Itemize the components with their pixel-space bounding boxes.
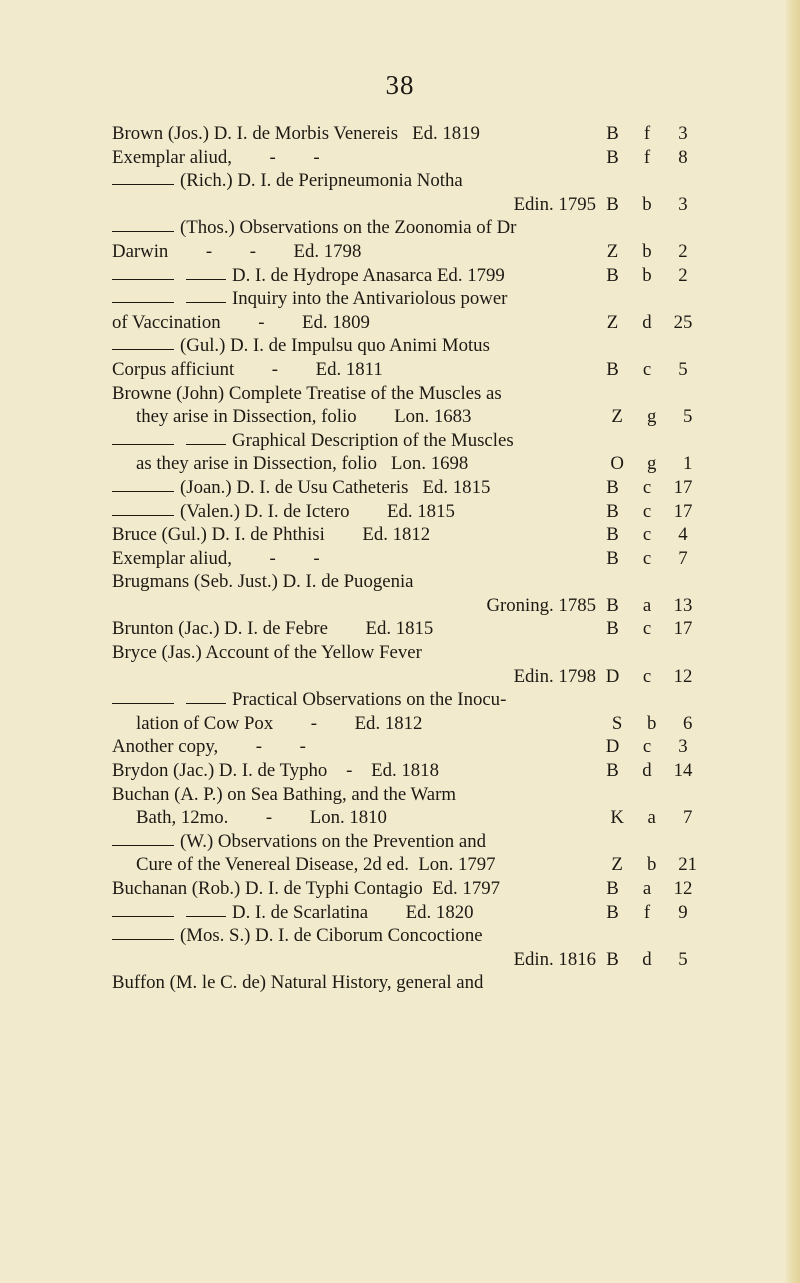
catalogue-entry [112, 193, 712, 217]
location-shelf: a [642, 594, 652, 616]
ditto-dash [112, 845, 174, 846]
location-case: D [605, 736, 620, 758]
shelf-location [601, 806, 712, 830]
catalogue-entry [112, 452, 712, 476]
entry-text-block [112, 924, 596, 948]
page-number: 38 [385, 70, 415, 100]
entry-text-block [112, 948, 596, 972]
page-edge [786, 0, 800, 1283]
location-shelf: d [642, 760, 652, 782]
entry-text-block [112, 877, 596, 901]
location-num: 21 [678, 854, 698, 876]
ditto-dash [112, 184, 174, 185]
location-case: B [606, 476, 619, 498]
catalogue-entry [112, 971, 712, 995]
location-shelf: c [642, 476, 652, 498]
catalogue-list [112, 122, 712, 995]
entry-text: Buffon (M. le C. de) Natural History, general and [112, 972, 484, 994]
location-case: O [610, 453, 624, 475]
catalogue-entry [112, 830, 712, 854]
catalogue-entry [112, 641, 712, 665]
location-shelf: c [642, 665, 652, 687]
location-case: B [606, 123, 619, 144]
entry-text: D. I. de Hydrope Anasarca Ed. 1799 [232, 264, 505, 286]
entry-text: (Gul.) D. I. de Impulsu quo Animi Motus [180, 335, 490, 357]
ditto-dash [186, 279, 226, 280]
location-shelf: b [642, 264, 652, 286]
entry-text: (Rich.) D. I. de Peripneumonia Notha [180, 170, 463, 192]
location-num: 2 [678, 240, 688, 262]
shelf-location [596, 193, 712, 217]
entry-text: Bryce (Jas.) Account of the Yellow Fever [112, 642, 422, 664]
location-shelf: f [643, 123, 651, 144]
catalogue-entry [112, 500, 712, 524]
entry-text-block [112, 617, 596, 641]
shelf-location [596, 617, 712, 641]
ditto-dash [112, 279, 174, 280]
location-num: 2 [678, 264, 688, 286]
location-shelf: f [643, 901, 651, 923]
location-num: 5 [682, 406, 693, 428]
entry-text-block [112, 405, 601, 429]
location-num: 7 [678, 547, 688, 569]
location-case: B [606, 901, 619, 923]
entry-text: Browne (John) Complete Treatise of the Muscles as [112, 382, 502, 404]
ditto-dash [112, 491, 174, 492]
location-num: 17 [673, 618, 693, 640]
entry-text-block [112, 122, 596, 146]
location-shelf: b [646, 712, 657, 734]
ditto-dash [112, 349, 174, 350]
catalogue-entry [112, 665, 712, 689]
entry-text: Edin. 1816 [513, 948, 596, 970]
catalogue-entry [112, 547, 712, 571]
location-num: 12 [673, 878, 693, 899]
location-num: 17 [673, 476, 693, 498]
catalogue-entry [112, 405, 712, 429]
catalogue-entry [112, 240, 712, 264]
entry-text-block [112, 287, 596, 311]
location-case: S [611, 712, 623, 734]
shelf-location [596, 665, 712, 689]
location-shelf: b [642, 193, 652, 215]
shelf-location [601, 405, 712, 429]
catalogue-entry [112, 334, 712, 358]
location-shelf: c [642, 618, 652, 640]
location-shelf: a [647, 807, 656, 829]
location-case: B [606, 618, 619, 640]
location-num: 3 [678, 123, 688, 144]
location-case: B [606, 146, 619, 168]
ditto-dash [186, 916, 226, 917]
catalogue-entry [112, 712, 712, 736]
entry-text-block [112, 853, 601, 877]
ditto-dash [112, 231, 174, 232]
location-case: K [610, 807, 624, 829]
entry-text: Exemplar aliud, - - [112, 146, 320, 168]
catalogue-entry [112, 216, 712, 240]
entry-text: (Valen.) D. I. de Ictero Ed. 1815 [180, 500, 455, 522]
shelf-location [596, 358, 712, 382]
catalogue-entry [112, 594, 712, 618]
catalogue-entry [112, 759, 712, 783]
catalogue-entry [112, 429, 712, 453]
entry-text-block [112, 429, 596, 453]
entry-text-block [112, 523, 596, 547]
shelf-location [596, 594, 712, 618]
entry-text: Corpus afficiunt - Ed. 1811 [112, 358, 383, 380]
location-num: 6 [682, 712, 693, 734]
ditto-dash [112, 916, 174, 917]
ditto-dash [186, 703, 226, 704]
location-shelf: c [642, 358, 652, 380]
location-num: 3 [678, 736, 688, 758]
shelf-location [596, 476, 712, 500]
entry-text-block [112, 452, 601, 476]
ditto-dash [112, 703, 174, 704]
location-num: 14 [673, 760, 693, 782]
location-num: 3 [678, 193, 688, 215]
location-shelf: a [642, 878, 652, 899]
location-case: B [606, 948, 619, 970]
entry-text: Brunton (Jac.) D. I. de Febre Ed. 1815 [112, 618, 434, 640]
entry-text-block [112, 830, 596, 854]
entry-text: Bruce (Gul.) D. I. de Phthisi Ed. 1812 [112, 524, 431, 546]
entry-text-block [112, 476, 596, 500]
location-case: B [606, 594, 619, 616]
entry-text: they arise in Dissection, folio Lon. 1683 [136, 406, 472, 428]
location-num: 4 [678, 524, 688, 546]
entry-text: of Vaccination - Ed. 1809 [112, 311, 370, 333]
entry-text: Cure of the Venereal Disease, 2d ed. Lon. 1797 [136, 854, 496, 876]
location-num: 25 [673, 311, 693, 333]
ditto-dash [186, 444, 226, 445]
catalogue-entry [112, 877, 712, 901]
location-num: 12 [673, 665, 693, 687]
location-shelf: c [642, 547, 652, 569]
entry-text: Darwin - - Ed. 1798 [112, 240, 362, 262]
entry-text-block [112, 547, 596, 571]
location-case: B [606, 193, 619, 215]
entry-text: Another copy, - - [112, 736, 306, 758]
location-case: B [606, 264, 619, 286]
entry-text-block [112, 712, 601, 736]
entry-text-block [112, 594, 596, 618]
entry-text: Edin. 1798 [513, 665, 596, 687]
location-case: B [606, 358, 619, 380]
entry-text: Brugmans (Seb. Just.) D. I. de Puogenia [112, 571, 414, 593]
shelf-location [596, 264, 712, 288]
location-num: 5 [678, 358, 688, 380]
location-shelf: d [642, 311, 652, 333]
catalogue-entry [112, 617, 712, 641]
location-case: Z [606, 311, 619, 333]
entry-text-block [112, 641, 596, 665]
entry-text-block [112, 500, 596, 524]
entry-text-block [112, 311, 596, 335]
entry-text-block [112, 146, 596, 170]
location-shelf: c [642, 500, 652, 522]
location-case: B [606, 500, 619, 522]
entry-text: Exemplar aliud, - - [112, 547, 320, 569]
catalogue-entry [112, 735, 712, 759]
entry-text: (Thos.) Observations on the Zoonomia of Dr [180, 217, 517, 239]
location-case: B [606, 760, 619, 782]
location-num: 5 [678, 948, 688, 970]
entry-text: Groning. 1785 [486, 594, 596, 616]
shelf-location [596, 240, 712, 264]
location-num: 1 [682, 453, 693, 475]
location-shelf: c [642, 524, 652, 546]
entry-text-block [112, 216, 596, 240]
ditto-dash [112, 302, 174, 303]
catalogue-entry [112, 806, 712, 830]
entry-text-block [112, 193, 596, 217]
location-num: 13 [673, 594, 693, 616]
entry-text: Buchan (A. P.) on Sea Bathing, and the Warm [112, 783, 456, 805]
entry-text-block [112, 688, 596, 712]
entry-text-block [112, 240, 596, 264]
entry-text: Buchanan (Rob.) D. I. de Typhi Contagio Ed. 1797 [112, 878, 500, 899]
catalogue-entry [112, 924, 712, 948]
entry-text-block [112, 901, 596, 925]
location-case: B [606, 547, 619, 569]
entry-text: (Joan.) D. I. de Usu Catheteris Ed. 1815 [180, 476, 491, 498]
catalogue-entry [112, 783, 712, 807]
shelf-location [596, 948, 712, 972]
entry-text-block [112, 169, 596, 193]
entry-text: Edin. 1795 [513, 193, 596, 215]
entry-text: as they arise in Dissection, folio Lon. 1698 [136, 453, 469, 475]
catalogue-entry [112, 853, 712, 877]
ditto-dash [112, 515, 174, 516]
shelf-location [596, 500, 712, 524]
entry-text-block [112, 382, 596, 406]
catalogue-entry [112, 476, 712, 500]
shelf-location [596, 547, 712, 571]
entry-text-block [112, 735, 596, 759]
entry-text: (W.) Observations on the Prevention and [180, 830, 487, 852]
location-shelf: b [646, 854, 657, 876]
location-shelf: g [646, 453, 657, 475]
entry-text: Inquiry into the Antivariolous power [232, 288, 508, 310]
entry-text-block [112, 665, 596, 689]
location-shelf: d [642, 948, 652, 970]
shelf-location [596, 146, 712, 170]
location-case: Z [611, 854, 623, 876]
catalogue-entry [112, 146, 712, 170]
catalogue-entry [112, 122, 712, 146]
location-case: Z [611, 406, 623, 428]
shelf-location [596, 759, 712, 783]
shelf-location [596, 523, 712, 547]
catalogue-entry [112, 264, 712, 288]
location-case: D [605, 665, 620, 687]
shelf-location [601, 712, 712, 736]
entry-text-block [112, 570, 596, 594]
shelf-location [596, 311, 712, 335]
entry-text: D. I. de Scarlatina Ed. 1820 [232, 901, 474, 923]
shelf-location [601, 853, 712, 877]
location-case: Z [606, 240, 619, 262]
catalogue-entry [112, 688, 712, 712]
catalogue-entry [112, 570, 712, 594]
catalogue-entry [112, 358, 712, 382]
location-num: 9 [678, 901, 688, 923]
catalogue-entry [112, 523, 712, 547]
ditto-dash [186, 302, 226, 303]
catalogue-entry [112, 311, 712, 335]
entry-text-block [112, 358, 596, 382]
shelf-location [596, 735, 712, 759]
location-case: B [606, 878, 619, 899]
catalogue-entry [112, 948, 712, 972]
catalogue-entry [112, 169, 712, 193]
entry-text: Practical Observations on the Inocu- [232, 689, 507, 711]
entry-text-block [112, 806, 601, 830]
location-num: 8 [678, 146, 688, 168]
entry-text: Bath, 12mo. - Lon. 1810 [136, 807, 387, 829]
catalogue-entry [112, 287, 712, 311]
catalogue-entry [112, 901, 712, 925]
entry-text: Brydon (Jac.) D. I. de Typho - Ed. 1818 [112, 760, 439, 782]
ditto-dash [112, 939, 174, 940]
location-shelf: f [643, 146, 651, 168]
shelf-location [596, 877, 712, 901]
entry-text: lation of Cow Pox - Ed. 1812 [136, 712, 423, 734]
location-num: 7 [682, 807, 693, 829]
location-num: 17 [673, 500, 693, 522]
location-shelf: c [642, 736, 652, 758]
shelf-location [601, 452, 712, 476]
catalogue-entry [112, 382, 712, 406]
ditto-dash [112, 444, 174, 445]
entry-text-block [112, 759, 596, 783]
entry-text: Graphical Description of the Muscles [232, 429, 514, 451]
entry-text-block [112, 264, 596, 288]
shelf-location [596, 122, 712, 146]
entry-text: (Mos. S.) D. I. de Ciborum Concoctione [180, 925, 483, 947]
entry-text-block [112, 971, 596, 995]
entry-text: Brown (Jos.) D. I. de Morbis Venereis Ed. 1819 [112, 123, 480, 144]
shelf-location [596, 901, 712, 925]
location-shelf: b [642, 240, 652, 262]
entry-text-block [112, 783, 596, 807]
location-case: B [606, 524, 619, 546]
entry-text-block [112, 334, 596, 358]
location-shelf: g [646, 406, 657, 428]
